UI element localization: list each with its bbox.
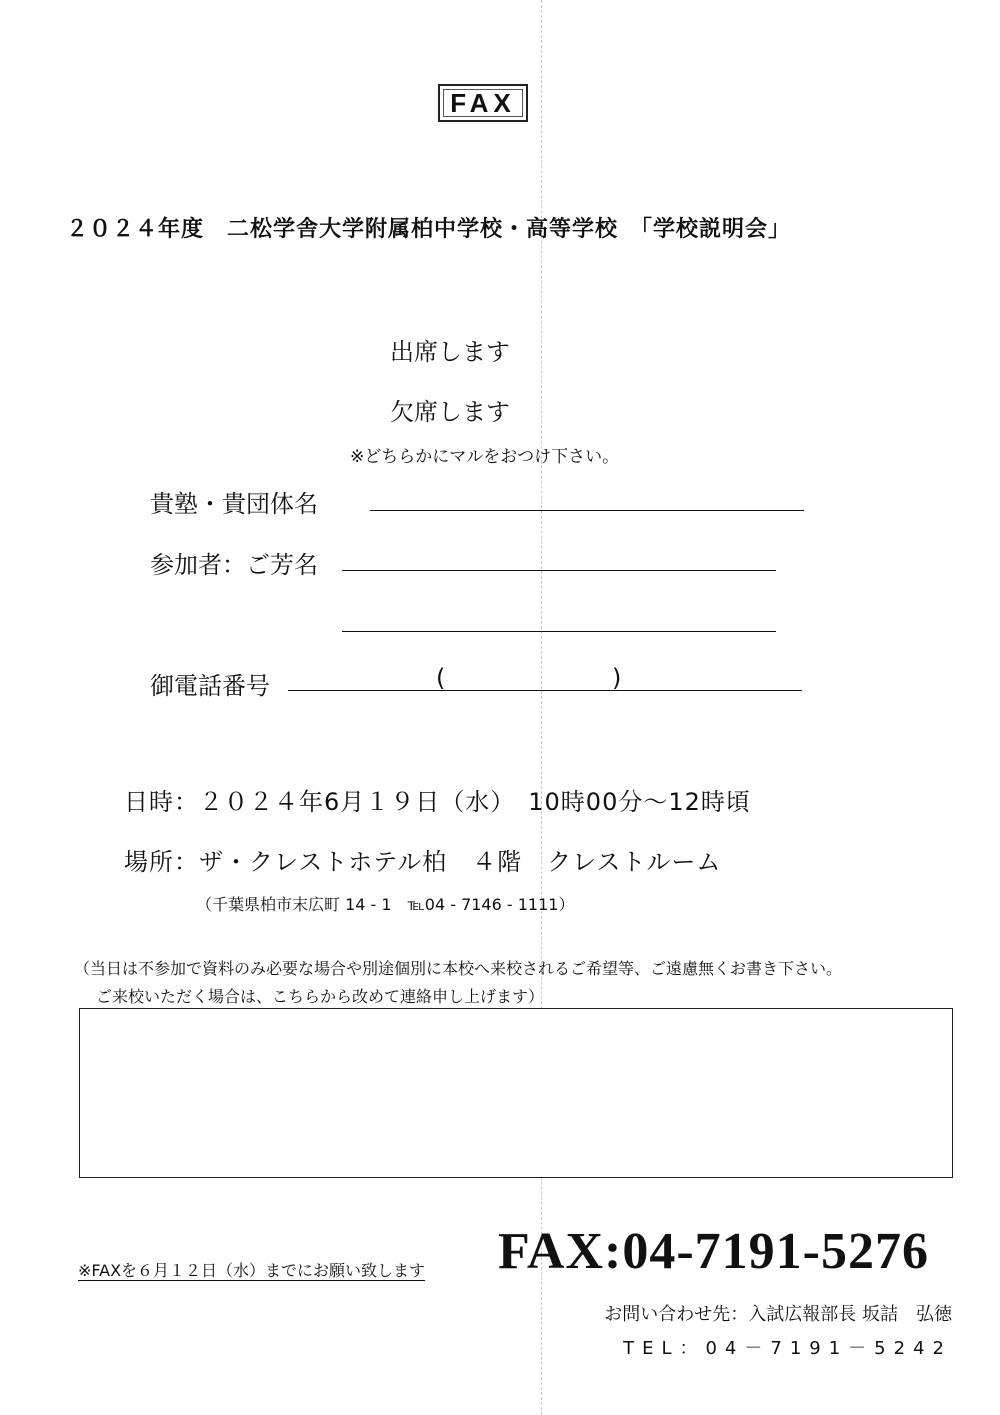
remarks-instruction-line1: （当日は不参加で資料のみ必要な場合や別途個別に本校へ来校されるご希望等、ご遠慮無くお書き下さい。 <box>74 959 843 978</box>
participant-field-line-1[interactable] <box>342 570 776 571</box>
fax-number: FAX:04-7191-5276 <box>498 1223 929 1280</box>
contact-tel: TEL：04－7191－5242 <box>623 1338 952 1359</box>
organization-field-line[interactable] <box>370 510 804 511</box>
remarks-instruction-line2: ご来校いただく場合は、こちらから改めて連絡申し上げます） <box>96 987 545 1006</box>
remarks-box[interactable] <box>79 1008 953 1178</box>
phone-label: 御電話番号 <box>150 672 270 700</box>
contact-person: お問い合わせ先：入試広報部長 坂詰 弘徳 <box>604 1304 952 1325</box>
fax-header-box: FAX <box>438 84 528 122</box>
phone-area-close-paren: ) <box>612 664 622 692</box>
participant-field-line-2[interactable] <box>342 631 776 632</box>
phone-field-line[interactable] <box>288 690 802 691</box>
event-datetime: 日時：２０２４年6月１９日（水） 10時00分～12時頃 <box>124 788 751 816</box>
participant-label: 参加者：ご芳名 <box>150 551 318 579</box>
organization-label: 貴塾・貴団体名 <box>150 490 318 518</box>
event-place: 場所：ザ・クレストホテル柏 ４階 クレストルーム <box>124 848 722 876</box>
fax-deadline-note: ※FAXを６月１２日（水）までにお願い致します <box>78 1261 426 1280</box>
phone-area-open-paren: ( <box>436 664 446 692</box>
document-title: ２０２４年度 二松学舎大学附属柏中学校・高等学校 「学校説明会」 <box>66 217 792 242</box>
venue-address: （千葉県柏市末広町 14 - 1 ℡04 - 7146 - 1111） <box>196 895 575 914</box>
circle-instruction: ※どちらかにマルをおつけ下さい。 <box>350 447 620 467</box>
attend-option[interactable]: 出席します <box>390 338 510 366</box>
absent-option[interactable]: 欠席します <box>390 398 510 426</box>
